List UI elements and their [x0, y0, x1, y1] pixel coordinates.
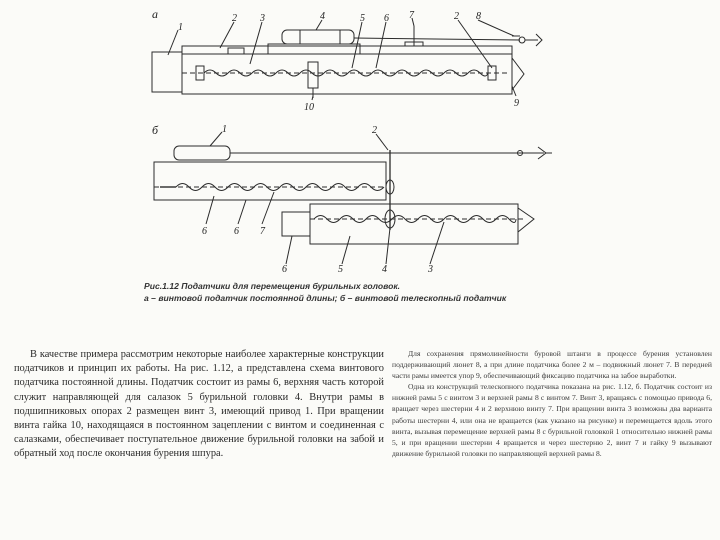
panel-b-letter: б: [152, 123, 159, 137]
body-right-paragraph-2: Одна из конструкций телескопного податчика показана на рис. 1.12, б. Податчик состоит из нижней рамы 5 с винтом 3 и верхней рамы 8 с винтом 7. Винт 3, вращаясь с помощью привода 6, вращает через шестерни 4 и 2 верхнюю винту 7. При вращении винта 3 возможны два варианта работы шестерни 4, или она не вращается (как указано на рисунке) и перемещается вдоль этого винта, вызывая перемещение верхней рамы 8 с бурильной головкой 1 относительно нижней рамы 5, и при вращении шестерни 4 вращается и через шестерню 2, винт 7 и гайку 9 вызывают движение бурильной головки по направляющей верхней рамы 8.: [392, 382, 712, 458]
callout-a-9: 9: [514, 98, 519, 109]
caption-title: Рис.1.12 Податчики для перемещения бурильных головок.: [144, 281, 401, 291]
body-left-paragraph-1: В качестве примера рассмотрим некоторые наиболее характерные конструкции податчиков и принцип их работы. На рис. 1.12, а представлена схема винтового податчика постоянной длины. Податчик состоит из рамы 6, верхняя часть которой служит направляющей для салазок 5 бурильной головки 4. Внутри рамы в подшипниковых опорах 2 размещен винт 3, имеющий привод 1. При вращении винта гайка 10, находящаяся в постоянном зацеплении с винтом и соединенная с салазками, обеспечивает поступательное движение бурильной головки на забой и обратный ход после окончания бурения шпура.: [14, 349, 384, 460]
callout-a-6: 6: [384, 13, 389, 24]
callout-a-5: 5: [360, 13, 365, 24]
panel-a-letter: а: [152, 7, 158, 21]
callout-a-2: 2: [232, 13, 237, 24]
callout-b-6c: 6: [282, 264, 287, 275]
body-column-right: [392, 348, 712, 459]
callout-b-4: 4: [382, 264, 387, 275]
callout-b-3: 3: [428, 264, 433, 275]
callout-b-2: 2: [372, 125, 377, 136]
callout-a-4: 4: [320, 11, 325, 22]
callout-b-6a: 6: [202, 226, 207, 237]
callout-b-6b: 6: [234, 226, 239, 237]
figure-caption: [144, 280, 564, 304]
body-column-left: [14, 348, 384, 462]
panel-b-drawing: [154, 132, 552, 264]
panel-b-upper-screw-thread: [176, 184, 384, 191]
callout-b-1: 1: [222, 124, 227, 135]
caption-subtitle: а – винтовой податчик постоянной длины; б – винтовой телескопный податчик: [144, 293, 507, 303]
callout-a-1: 1: [178, 22, 183, 33]
callout-a-3: 3: [260, 13, 265, 24]
body-right-paragraph-1: Для сохранения прямолинейности буровой штанги в процессе бурения установлен поддерживающий люнет 8, а при длине податчика более 2 м – подвижный люнет 7. В передней части рамы имеется упор 9, обеспечивающий фиксацию податчика на забое выработки.: [392, 349, 712, 381]
callout-b-5: 5: [338, 264, 343, 275]
callout-b-7: 7: [260, 226, 265, 237]
callout-a-10: 10: [304, 102, 314, 113]
callout-a-7: 7: [409, 10, 414, 21]
callout-a-8: 8: [476, 11, 481, 22]
panel-a-drawing: [152, 18, 542, 100]
callout-a-2b: 2: [454, 11, 459, 22]
